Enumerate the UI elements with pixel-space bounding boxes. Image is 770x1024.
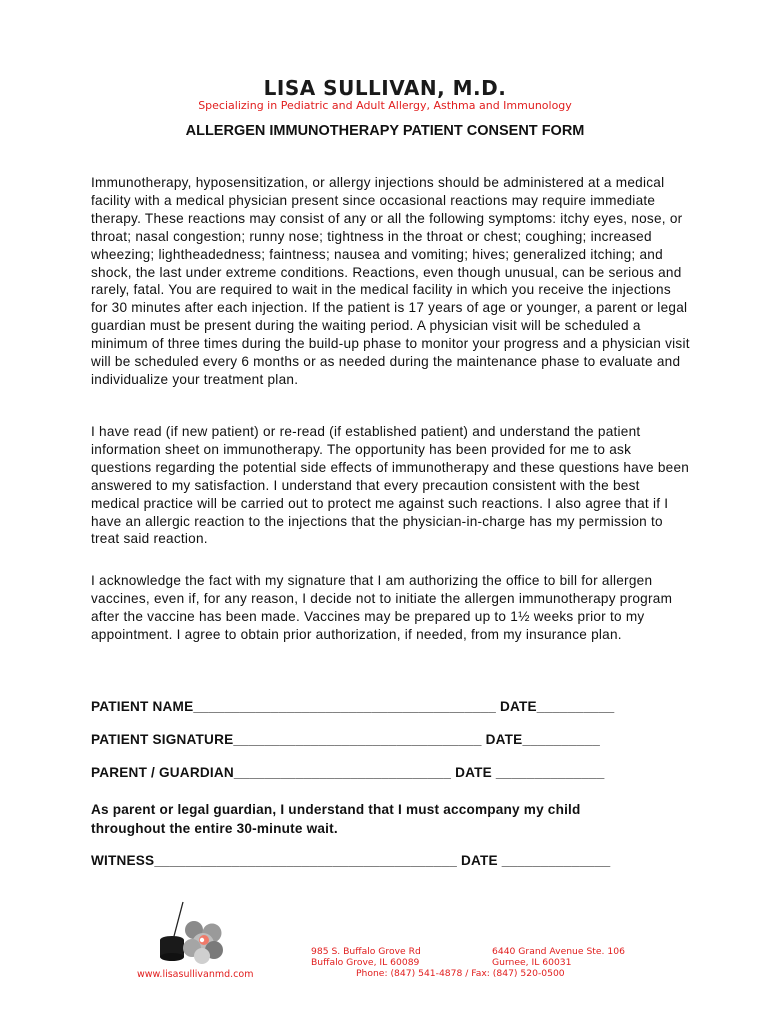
patient-signature-field[interactable]: PATIENT SIGNATURE________________________________ DATE__________ [91, 732, 601, 747]
office-address-buffalo-grove: 985 S. Buffalo Grove Rd Buffalo Grove, IL 60089 [311, 946, 421, 968]
clinic-logo-icon [150, 900, 230, 966]
practice-tagline: Specializing in Pediatric and Adult Allergy, Asthma and Immunology [198, 99, 572, 112]
consent-paragraph: I have read (if new patient) or re-read (if established patient) and understand the patient information sheet on immunotherapy. The opportunity has been provided for me to ask questions regarding the potential side effects of immunotherapy and these questions have been answered to my satisfaction. I understand that every precaution consistent with the best medical practice will be carried out to protect me against such reactions. I also agree that if I have an allergic reaction to the injections that the physician-in-charge has my permission to treat said reaction. [91, 424, 690, 547]
consent-paragraph: Immunotherapy, hyposensitization, or allergy injections should be administered at a medical facility with a medical physician present since occasional reactions may require immediate therapy. These reactions may consist of any or all the following symptoms: itchy eyes, nose, or throat; nasal congestion; runny nose; tightness in the throat or chest; coughing; increased wheezing; lightheadedness; faintness; nausea and vomiting; hives; generalized itching; and shock, the last under extreme conditions. Reactions, even though unusual, can be serious and rarely, fatal. You are required to wait in the medical facility in which you receive the injections for 30 minutes after each injection. If the patient is 17 years of age or younger, a parent or legal guardian must be present during the waiting period. A physician visit will be scheduled a minimum of three times during the build-up phase to monitor your progress and a physician visit will be scheduled every 6 months or as needed during the maintenance phase to evaluate and individualize your treatment plan. [91, 175, 690, 387]
office-address-gurnee: 6440 Grand Avenue Ste. 106 Gurnee, IL 60031 [492, 946, 625, 968]
patient-name-field[interactable]: PATIENT NAME_______________________________________ DATE__________ [91, 699, 615, 714]
guardian-notice: As parent or legal guardian, I understand that I must accompany my child throughout the entire 30-minute wait. [91, 802, 581, 836]
website-link[interactable]: www.lisasullivanmd.com [137, 969, 254, 980]
form-title: ALLERGEN IMMUNOTHERAPY PATIENT CONSENT FORM [185, 123, 585, 139]
phone-fax: Phone: (847) 541-4878 / Fax: (847) 520-0500 [356, 968, 565, 979]
parent-guardian-field[interactable]: PARENT / GUARDIAN____________________________ DATE ______________ [91, 765, 605, 780]
consent-paragraph: I acknowledge the fact with my signature that I am authorizing the office to bill for allergen vaccines, even if, for any reason, I decide not to initiate the allergen immunotherapy program after the vaccine has been made. Vaccines may be prepared up to 1½ weeks prior to my appointment. I agree to obtain prior authorization, if needed, from my insurance plan. [91, 573, 673, 642]
witness-field[interactable]: WITNESS_______________________________________ DATE ______________ [91, 853, 611, 868]
doctor-name: LISA SULLIVAN, M.D. [263, 76, 507, 100]
